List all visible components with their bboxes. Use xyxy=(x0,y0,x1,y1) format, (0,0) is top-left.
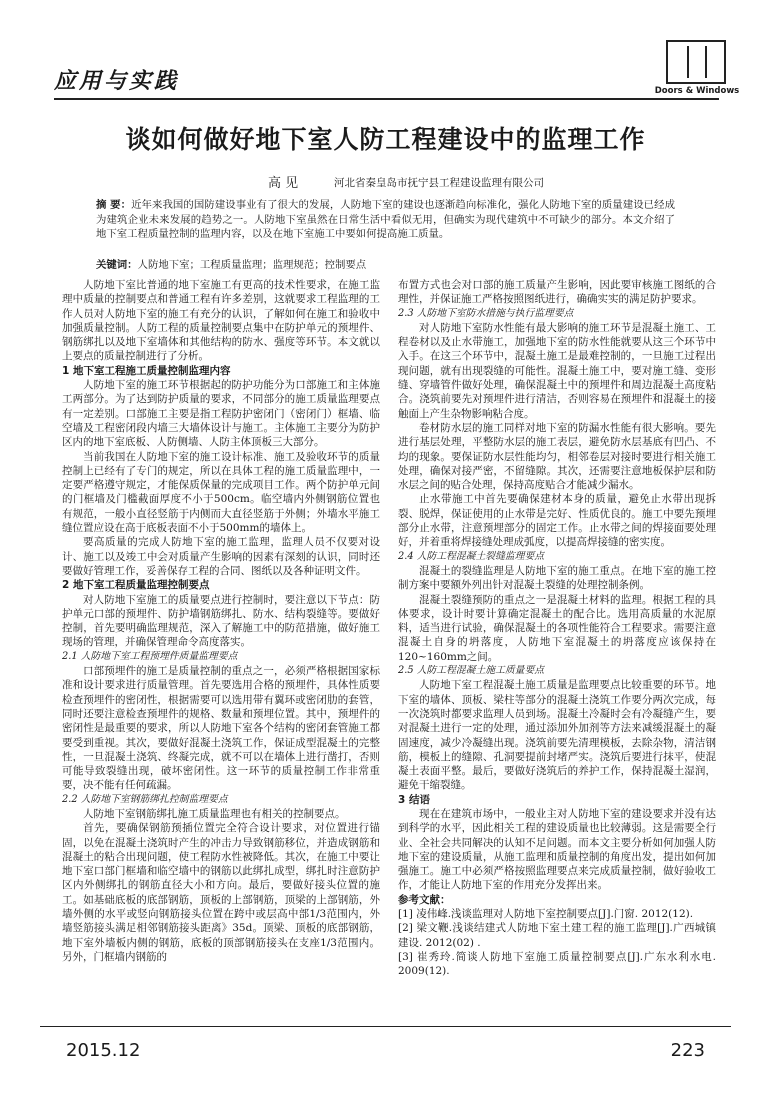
paragraph: 布置方式也会对口部的施工质量产生影响，因此要审核施工图纸的合理性，并保证施工严格按照图纸进行，确确实实的满足防护要求。 xyxy=(398,279,716,306)
keywords xyxy=(96,256,675,271)
abstract xyxy=(96,198,675,242)
subsection-heading: 2.5 人防工程混凝土施工质量要点 xyxy=(398,665,545,677)
paragraph: 对人防地下室防水性能有最大影响的施工环节是混凝土施工、工程卷材以及止水带施工，加强地下室的防水性能就要从这三个环节中入手。在这三个环节中，混凝土施工是最难控制的，一旦施工过程出现问题，就有出现裂缝的可能性。混凝土施工中，要对施工缝、变形缝、穿墙管件做好处理，确保混凝土中的预埋件和周边混凝土高度粘合。浇筑前要先对预埋件进行清洁，否则容易在预埋件和混凝土的接触面上产生杂物影响粘合度。 xyxy=(398,321,716,420)
paragraph: 卷材防水层的施工同样对地下室的防漏水性能有很大影响。要先进行基层处理，平整防水层的施工表层，避免防水层基底有凹凸、不均的现象。要保证防水层性能均匀，相邻卷层对接时要进行相关施工处理，确保对接严密，不留缝隙。其次，还需要注意地板保护层和防水层之间的贴合处理，保持高度贴合才能减少漏水。 xyxy=(398,421,716,492)
paragraph: 混凝土的裂缝监理是人防地下室的施工重点。在地下室的施工控制方案中要额外列出针对混凝土裂缝的处理控制条例。 xyxy=(398,564,716,592)
brand-logo-icon xyxy=(666,40,726,84)
keywords-text: 人防地下室；工程质量监理；监理规范；控制要点 xyxy=(137,259,367,271)
issue-date: 2015.12 xyxy=(66,1040,141,1061)
paragraph: 人防地下室的施工环节根据起的防护功能分为口部施工和主体施工两部分。为了达到防护质量的要求，不同部分的施工质量监理要点有一定差别。口部施工主要是指工程防护密闭门（密闭门）框墙、临空墙及工程密闭段内墙三大墙体设计与施工。主体施工主要分为防护区内的地下室底板、人防侧墙、人防主体顶板三大部分。 xyxy=(62,379,380,449)
reference-item: [2] 梁文鞭.浅谈结建式人防地下室土建工程的施工监理[J].广西城镇建设. 2012(02) . xyxy=(398,922,716,949)
paragraph: 首先，要确保钢筋预插位置完全符合设计要求，对位置进行锚固，以免在混凝土浇筑时产生的冲击力导致钢筋移位，并造成钢筋和混凝土的粘合出现问题，使工程防水性被降低。其次，在施工中要让地下室口部门框墙和临空墙中的钢筋以此绑扎成型，绑扎时注意防护区内外侧绑扎的钢筋直径大小和方向。最后，要做好接头位置的施工。如基础底板的底部钢筋，顶板的上部钢筋，顶梁的上部钢筋，外墙外侧的水平或竖向钢筋接头位置在跨中或层高中部1/3范围内，外墙竖筋接头满足相邻钢筋接头距离》35d。顶梁、顶板的底部钢筋，地下室外墙板内侧的钢筋，底板的顶部钢筋接头在支座1/3范围内。另外，门框墙内钢筋的 xyxy=(62,822,380,963)
article-affiliation: 河北省秦皇岛市抚宁县工程建设监理有限公司 xyxy=(334,177,544,189)
paragraph: 对人防地下室施工的质量要点进行控制时，要注意以下节点：防护单元口部的预埋件、防护墙钢筋绑扎、防水、结构裂缝等。要做好控制，首先要明确监理规范，深入了解施工中的防范措施，做好施工现场的管理，并确保管理命令高度落实。 xyxy=(62,593,380,649)
page-number: 223 xyxy=(670,1040,705,1061)
brand-subtitle: Doors & Windows xyxy=(654,86,740,96)
paragraph: 人防地下室工程混凝土施工质量是监理要点比较重要的环节。地下室的墙体、顶板、梁柱等部分的混凝土浇筑工作要分两次完成，每一次浇筑时都要求监理人员到场。混凝土冷凝时会有冷凝缝产生，要对混凝土进行一定的处理，通过添加外加剂等方法来减缓混凝土的凝固速度，减少冷凝缝出现。浇筑前要先清理模板，去除杂物，清洁钢筋，模板上的缝隙、孔洞要提前封堵严实。浇筑后要进行抹平，使混凝土表面平整。最后，要做好浇筑后的养护工作，保持混凝土湿润，避免干缩裂缝。 xyxy=(398,679,716,792)
paragraph: 人防地下室比普通的地下室施工有更高的技术性要求，在施工监理中质量的控制要点和普通工程有许多差别，这就要求工程监理的工作人员对人防地下室的施工有充分的认识，了解如何在施工和验收中加强质量控制。人防工程的质量控制要点集中在防护单元的预埋件、钢筋绑扎以及地下室墙体和其他结构的防水、强度等环节。本文就以上要点的质量控制进行了分析。 xyxy=(62,279,380,363)
article-title: 谈如何做好地下室人防工程建设中的监理工作 xyxy=(125,125,646,154)
abstract-text: 近年来我国的国防建设事业有了很大的发展，人防地下室的建设也逐渐趋向标准化，强化人防地下室的质量建设已经成为建筑企业未来发展的趋势之一。人防地下室虽然在日常生活中看似无用，但确实为现代建筑中不可缺少的部分。本文介绍了地下室工程质量控制的监理内容，以及在地下室施工中要如何提高施工质量。 xyxy=(96,199,675,241)
paragraph: 现在在建筑市场中，一般业主对人防地下室的建设要求并没有达到科学的水平，因此相关工程的建设质量也比较薄弱。这是需要全行业、全社会共同解决的认知不足问题。而本文主要分析如何加强人防地下室的建设质量，从施工监理和质量控制的角度出发，提出如何加强施工。施工中必须严格按照监理要点来完成质量控制，做好验收工作，才能让人防地下室的作用充分发挥出来。 xyxy=(398,807,716,892)
paragraph: 止水带施工中首先要确保建材本身的质量，避免止水带出现拆裂、脱焊，保证使用的止水带是完好、性质优良的。施工中要先预埋部分止水带，注意预埋部分的固定工作。止水带之间的焊接面要处理好，并着重将焊接缝处理成弧度，以提高焊接缝的密实度。 xyxy=(398,493,716,549)
header-rule xyxy=(54,98,719,100)
references-heading: 参考文献： xyxy=(398,893,451,906)
section-heading: 3 结语 xyxy=(398,793,430,806)
left-column xyxy=(62,278,380,964)
keywords-label: 关键词： xyxy=(96,259,138,271)
subsection-heading: 2.3 人防地下室防水措施与执行监理要点 xyxy=(398,307,574,319)
paragraph: 当前我国在人防地下室的施工设计标准、施工及验收环节的质量控制上已经有了专门的规定，所以在具体工程的施工质量监理中，一定要严格遵守规定，才能保质保量的完成项目工作。两个防护单元间的门框墙及门槛截面厚度不小于500cm。临空墙内外侧钢筋位置也有规范，一般小直径竖筋于内侧而大直径竖筋于外侧；外墙水平施工缝位置应设在高于底板表面不小于500mm的墙体上。 xyxy=(62,450,380,535)
section-heading: 2 地下室工程质量监理控制要点 xyxy=(62,579,210,592)
article-author: 高 见 xyxy=(268,176,299,191)
paragraph: 混凝土裂缝预防的重点之一是混凝土材料的监理。根据工程的具体要求，设计时要计算确定混凝土的配合比。选用高质量的水泥原料，适当进行试验，确保混凝土的各项性能符合工程要求。需要注意混凝土自身的坍落度，人防地下室混凝土的坍落度应该保持在120~160mm之间。 xyxy=(398,593,716,663)
footer-rule xyxy=(40,1026,731,1027)
reference-item: [3] 崔秀玲.简谈人防地下室施工质量控制要点[J].广东水利水电. 2009(12). xyxy=(398,950,716,978)
abstract-label: 摘 要： xyxy=(96,199,132,211)
paragraph: 要高质量的完成人防地下室的施工监理，监理人员不仅要对设计、施工以及竣工中会对质量产生影响的因素有深刻的认识，同时还要做好管理工作，妥善保存工程的合同、图纸以及各种证明文件。 xyxy=(62,536,380,577)
section-heading: 1 地下室工程施工质量控制监理内容 xyxy=(62,364,231,377)
subsection-heading: 2.1 人防地下室工程预埋件质量监理要点 xyxy=(62,650,238,662)
section-header: 应用与实践 xyxy=(54,68,180,94)
paragraph: 人防地下室钢筋绑扎施工质量监理也有相关的控制要点。 xyxy=(83,807,346,820)
right-column xyxy=(398,278,716,979)
paragraph: 口部预埋件的施工是质量控制的重点之一，必须严格根据国家标准和设计要求进行质量管理。首先要选用合格的预埋件，具体性质要检查预埋件的密闭性，根据需要可以选用带有翼环或密闭肋的套管，同时还要注意检查预埋件的规格、数量和预埋位置。其中，预埋件的密闭性是最重要的要求，所以人防地下室各个结构的密闭套管施工都要受到重视。其次，要做好混凝土浇筑工作，保证成型混凝土的完整性，一旦混凝土浇筑、终凝完成，就不可以在墙体上进行凿打，否则可能导致裂缝出现，破坏密闭性。这一环节的质量控制工作非常重要，决不能有任何疏漏。 xyxy=(62,665,380,792)
reference-item: [1] 凌伟峰.浅谈监理对人防地下室控制要点[J].门窗. 2012(12). xyxy=(398,908,694,921)
subsection-heading: 2.2 人防地下室钢筋绑扎控制监理要点 xyxy=(62,793,228,805)
subsection-heading: 2.4 人防工程混凝土裂缝监理要点 xyxy=(398,550,545,562)
